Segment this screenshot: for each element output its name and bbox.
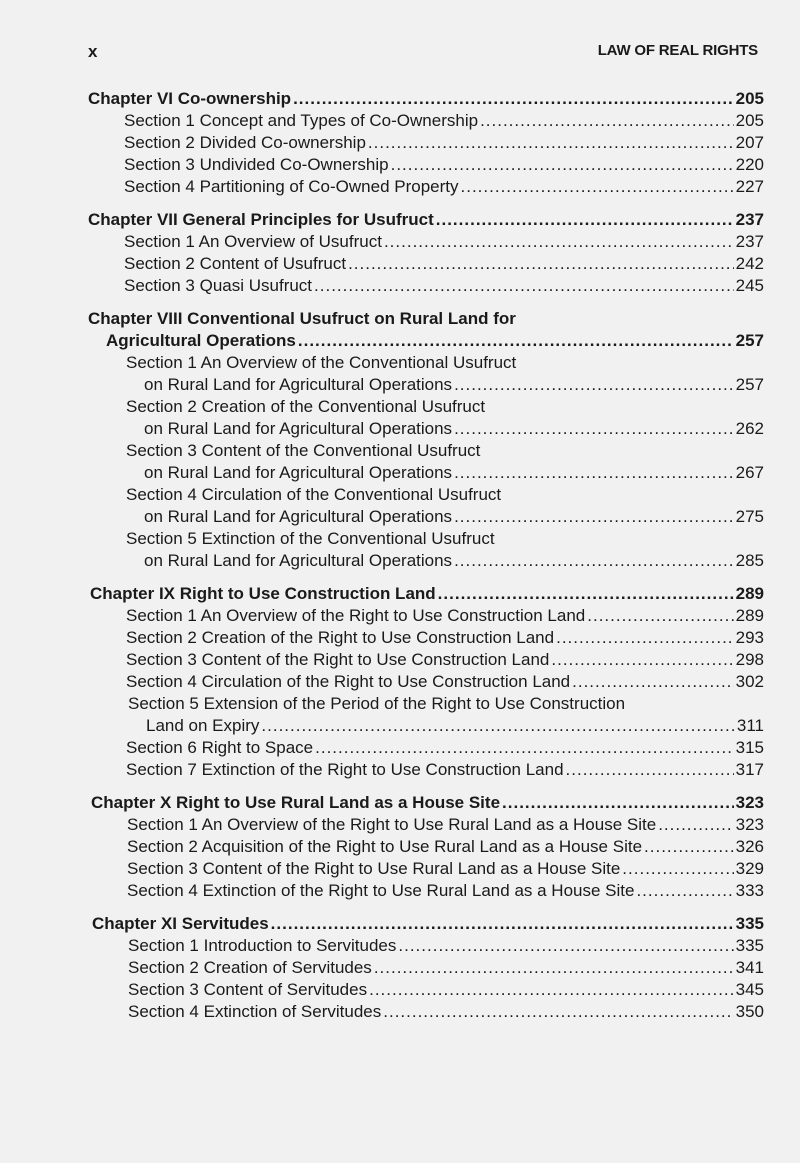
section-title: Section 4 Extinction of the Right to Use Rural Land as a House Site xyxy=(127,881,635,900)
toc-section-entry[interactable] xyxy=(90,649,764,671)
chapter-7 xyxy=(88,209,764,297)
leader-dots xyxy=(454,506,734,528)
leader-dots xyxy=(480,110,734,132)
section-title: Section 4 Circulation of the Right to Use Construction Land xyxy=(126,672,571,691)
leader-dots xyxy=(383,1001,733,1023)
leader-dots xyxy=(398,935,733,957)
toc-section-entry[interactable] xyxy=(90,737,764,759)
section-title: Section 6 Right to Space xyxy=(126,738,314,757)
toc-section-entry[interactable] xyxy=(91,836,764,858)
page-ref: 317 xyxy=(735,760,764,779)
page-ref: 311 xyxy=(736,716,764,735)
toc-section-entry[interactable] xyxy=(88,506,764,528)
leader-dots xyxy=(556,627,734,649)
leader-dots xyxy=(315,737,734,759)
leader-dots xyxy=(391,154,734,176)
toc-section-entry[interactable] xyxy=(91,858,764,880)
page-ref: 323 xyxy=(735,815,764,834)
toc-section-entry[interactable] xyxy=(88,110,764,132)
page-ref: 275 xyxy=(735,507,764,526)
page-ref: 293 xyxy=(735,628,764,647)
chapter-11 xyxy=(92,913,764,1023)
section-title: Section 3 Undivided Co-Ownership xyxy=(124,155,389,174)
leader-dots xyxy=(293,88,734,110)
section-title: Section 1 An Overview of Usufruct xyxy=(124,232,382,251)
chapter-title: Chapter VII General Principles for Usufruct xyxy=(88,210,434,229)
page-ref: 257 xyxy=(735,331,764,350)
page-ref: 237 xyxy=(735,210,764,229)
section-title-line1: Section 1 An Overview of the Conventional Usufruct xyxy=(126,353,517,372)
section-title-line1: Section 5 Extinction of the Conventional Usufruct xyxy=(126,529,495,548)
chapter-title: Chapter VI Co-ownership xyxy=(88,89,292,108)
section-title: Section 2 Creation of Servitudes xyxy=(128,958,372,977)
chapter-title-line1: Chapter VIII Conventional Usufruct on Rural Land for xyxy=(88,309,516,328)
leader-dots xyxy=(636,880,733,902)
toc-section-entry[interactable] xyxy=(90,715,764,737)
toc-chapter-entry[interactable] xyxy=(90,583,764,605)
page-ref: 345 xyxy=(735,980,764,999)
page-ref: 289 xyxy=(735,584,764,603)
page-ref: 237 xyxy=(735,232,764,251)
leader-dots xyxy=(438,583,734,605)
page-ref: 257 xyxy=(735,375,764,394)
leader-dots xyxy=(461,176,734,198)
leader-dots xyxy=(261,715,734,737)
leader-dots xyxy=(384,231,734,253)
leader-dots xyxy=(622,858,733,880)
toc-section-entry[interactable] xyxy=(92,979,764,1001)
chapter-title: Chapter XI Servitudes xyxy=(92,914,269,933)
toc-section-entry[interactable] xyxy=(88,132,764,154)
leader-dots xyxy=(436,209,734,231)
chapter-title: Chapter IX Right to Use Construction Land xyxy=(90,584,436,603)
leader-dots xyxy=(644,836,734,858)
toc-section-entry[interactable] xyxy=(90,627,764,649)
toc-section-entry[interactable] xyxy=(90,671,764,693)
section-title-line2: on Rural Land for Agricultural Operations xyxy=(144,419,453,438)
page-ref: 220 xyxy=(735,155,764,174)
chapter-8 xyxy=(88,308,764,572)
section-title: Section 4 Partitioning of Co-Owned Property xyxy=(124,177,459,196)
page-ref: 267 xyxy=(735,463,764,482)
leader-dots xyxy=(454,550,734,572)
leader-dots xyxy=(454,462,734,484)
section-title-line2: Land on Expiry xyxy=(146,716,260,735)
leader-dots xyxy=(369,979,734,1001)
page-ref: 289 xyxy=(735,606,764,625)
leader-dots xyxy=(271,913,734,935)
toc-section-entry[interactable] xyxy=(88,374,764,396)
section-title: Section 3 Content of Servitudes xyxy=(128,980,368,999)
leader-dots xyxy=(454,418,734,440)
chapter-6 xyxy=(88,88,764,198)
leader-dots xyxy=(298,330,734,352)
section-title-line1: Section 2 Creation of the Conventional Usufruct xyxy=(126,397,486,416)
leader-dots xyxy=(368,132,734,154)
leader-dots xyxy=(454,374,734,396)
toc-chapter-entry[interactable] xyxy=(88,209,764,231)
page-ref: 315 xyxy=(735,738,764,757)
page-ref: 242 xyxy=(735,254,764,273)
toc-section-entry[interactable] xyxy=(90,605,764,627)
section-title-line2: on Rural Land for Agricultural Operations xyxy=(144,463,453,482)
leader-dots xyxy=(314,275,734,297)
page-ref: 205 xyxy=(735,111,764,130)
section-title: Section 2 Content of Usufruct xyxy=(124,254,347,273)
section-title: Section 2 Divided Co-ownership xyxy=(124,133,366,152)
toc-chapter-entry[interactable] xyxy=(91,792,764,814)
page-ref: 323 xyxy=(735,793,764,812)
section-title: Section 1 Concept and Types of Co-Ownership xyxy=(124,111,479,130)
page-header xyxy=(88,42,760,66)
toc-chapter-entry[interactable] xyxy=(88,330,764,352)
page-ref: 333 xyxy=(735,881,764,900)
chapter-9 xyxy=(90,583,764,781)
page-number: x xyxy=(88,42,98,61)
leader-dots xyxy=(374,957,734,979)
toc-section-entry[interactable] xyxy=(88,550,764,572)
page-ref: 262 xyxy=(735,419,764,438)
toc-section-entry[interactable] xyxy=(92,935,764,957)
toc-section-entry[interactable] xyxy=(91,814,764,836)
page-ref: 205 xyxy=(735,89,764,108)
page-ref: 341 xyxy=(735,958,764,977)
toc-section-entry[interactable] xyxy=(92,1001,764,1023)
toc-section-entry[interactable] xyxy=(88,462,764,484)
section-title: Section 1 An Overview of the Right to Use Construction Land xyxy=(126,606,586,625)
section-title: Section 3 Content of the Right to Use Construction Land xyxy=(126,650,550,669)
toc-chapter-entry[interactable] xyxy=(92,913,764,935)
section-title: Section 3 Content of the Right to Use Rural Land as a House Site xyxy=(127,859,621,878)
section-title: Section 3 Quasi Usufruct xyxy=(124,276,313,295)
toc-section-entry[interactable] xyxy=(91,880,764,902)
section-title: Section 4 Extinction of Servitudes xyxy=(128,1002,382,1021)
page-ref: 302 xyxy=(735,672,764,691)
chapter-title-line2: Agricultural Operations xyxy=(106,331,296,350)
toc-section-entry[interactable] xyxy=(90,759,764,781)
leader-dots xyxy=(572,671,733,693)
section-title: Section 7 Extinction of the Right to Use Construction Land xyxy=(126,760,564,779)
section-title-line2: on Rural Land for Agricultural Operations xyxy=(144,507,453,526)
section-title: Section 1 An Overview of the Right to Use Rural Land as a House Site xyxy=(127,815,657,834)
toc-section-entry[interactable] xyxy=(88,418,764,440)
leader-dots xyxy=(566,759,734,781)
toc-section-entry[interactable] xyxy=(88,176,764,198)
page-ref: 326 xyxy=(735,837,764,856)
toc-chapter-entry[interactable] xyxy=(88,88,764,110)
toc-section-entry[interactable] xyxy=(88,231,764,253)
section-title-line2: on Rural Land for Agricultural Operations xyxy=(144,551,453,570)
toc-section-entry[interactable] xyxy=(88,253,764,275)
leader-dots xyxy=(502,792,734,814)
section-title: Section 2 Creation of the Right to Use Construction Land xyxy=(126,628,555,647)
chapter-title: Chapter X Right to Use Rural Land as a House Site xyxy=(91,793,501,812)
table-of-contents xyxy=(88,88,764,1034)
section-title-line1: Section 4 Circulation of the Conventional Usufruct xyxy=(126,485,502,504)
chapter-10 xyxy=(91,792,764,902)
page-ref: 207 xyxy=(735,133,764,152)
page-ref: 335 xyxy=(735,936,764,955)
leader-dots xyxy=(348,253,734,275)
section-title: Section 2 Acquisition of the Right to Use Rural Land as a House Site xyxy=(127,837,643,856)
section-title-line1: Section 5 Extension of the Period of the Right to Use Construction xyxy=(128,694,626,713)
page-ref: 350 xyxy=(735,1002,764,1021)
page-ref: 329 xyxy=(735,859,764,878)
toc-section-entry[interactable] xyxy=(88,275,764,297)
leader-dots xyxy=(587,605,733,627)
section-title: Section 1 Introduction to Servitudes xyxy=(128,936,397,955)
leader-dots xyxy=(658,814,733,836)
page-ref: 285 xyxy=(735,551,764,570)
page-ref: 227 xyxy=(735,177,764,196)
toc-section-entry[interactable] xyxy=(92,957,764,979)
page-ref: 245 xyxy=(735,276,764,295)
leader-dots xyxy=(551,649,733,671)
toc-section-entry[interactable] xyxy=(88,154,764,176)
page-ref: 335 xyxy=(735,914,764,933)
section-title-line2: on Rural Land for Agricultural Operations xyxy=(144,375,453,394)
section-title-line1: Section 3 Content of the Conventional Usufruct xyxy=(126,441,481,460)
page-ref: 298 xyxy=(735,650,764,669)
book-title: LAW OF REAL RIGHTS xyxy=(597,42,758,59)
